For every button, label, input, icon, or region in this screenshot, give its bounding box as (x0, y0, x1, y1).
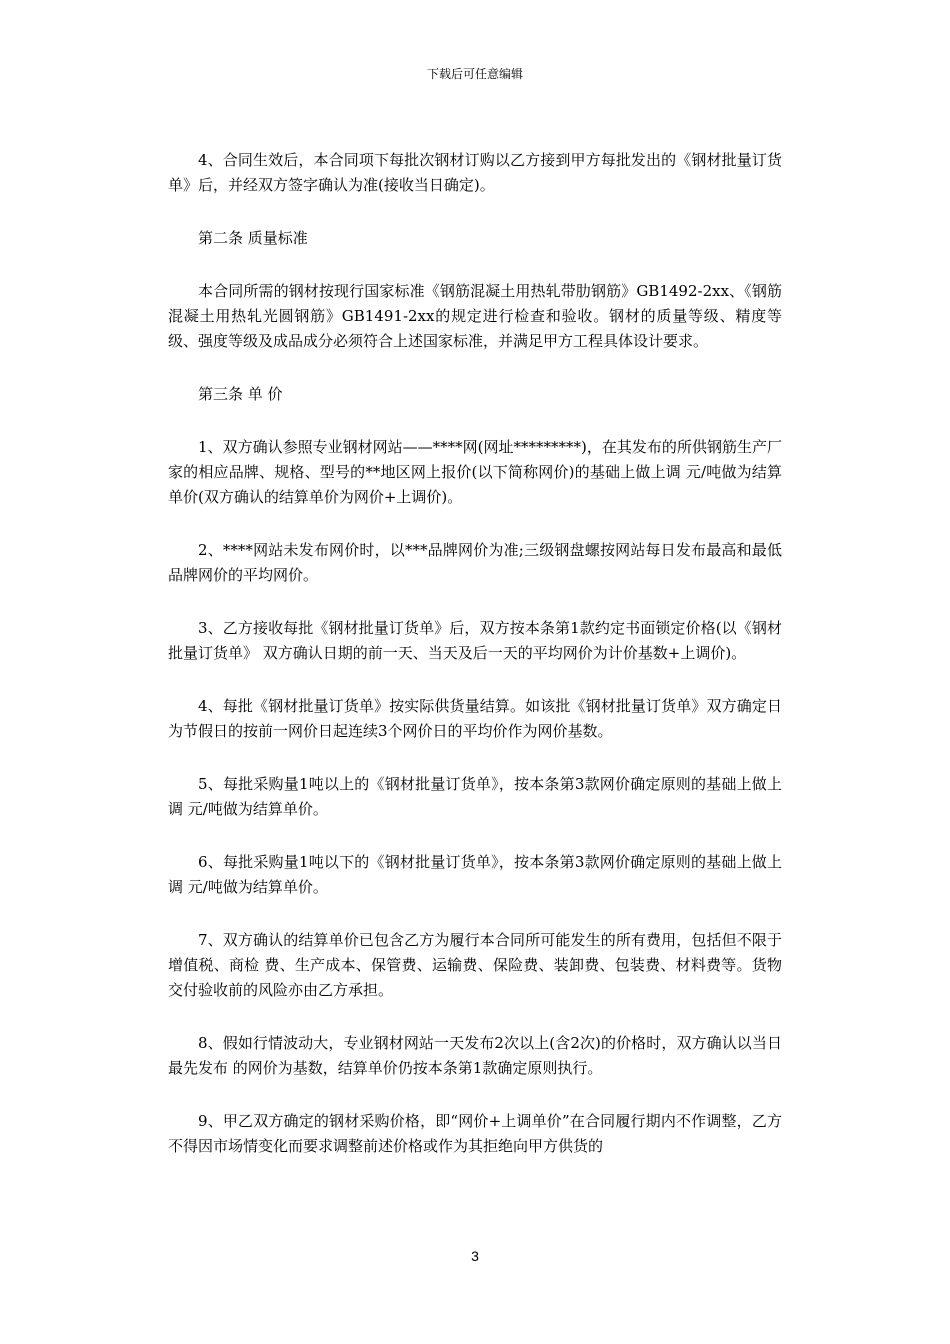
paragraph-price-1: 1、双方确认参照专业钢材网站——****网(网址*********)，在其发布的所供钢筋生产厂家的相应品牌、规格、型号的**地区网上报价(以下简称网价)的基础上做上调 元/吨做为结算单价(双方确认的结算单价为网价+上调价)。 (168, 438, 782, 506)
paragraph-quality-standard: 本合同所需的钢材按现行国家标准《钢筋混凝土用热轧带肋钢筋》GB1492-2xx、《钢筋混凝土用热轧光圆钢筋》GB1491-2xx的规定进行检查和验收。钢材的质量等级、精度等级、强度等级及成品成分必须符合上述国家标准，并满足甲方工程具体设计要求。 (168, 282, 782, 350)
section-heading-price: 第三条 单 价 (198, 385, 283, 403)
paragraph-price-9: 9、甲乙双方确定的钢材采购价格，即“网价+上调单价”在合同履行期内不作调整，乙方不得因市场情变化而要求调整前述价格或作为其拒绝向甲方供货的 (168, 1112, 782, 1155)
page-header: 下载后可任意编辑 (426, 67, 523, 81)
paragraph-price-5: 5、每批采购量1吨以上的《钢材批量订货单》，按本条第3款网价确定原则的基础上做上调 元/吨做为结算单价。 (168, 775, 782, 818)
page-number: 3 (471, 1248, 479, 1264)
paragraph-price-4: 4、每批《钢材批量订货单》按实际供货量结算。如该批《钢材批量订货单》双方确定日为节假日的按前一网价日起连续3个网价日的平均价作为网价基数。 (168, 697, 782, 740)
paragraph-price-3: 3、乙方接收每批《钢材批量订货单》后，双方按本条第1款约定书面锁定价格(以《钢材批量订货单》 双方确认日期的前一天、当天及后一天的平均网价为计价基数+上调价)。 (168, 619, 782, 662)
paragraph-clause-4-effective: 4、合同生效后，本合同项下每批次钢材订购以乙方接到甲方每批发出的《钢材批量订货单》后，并经双方签字确认为准(接收当日确定)。 (168, 151, 782, 194)
paragraph-price-2: 2、****网站未发布网价时，以***品牌网价为准;三级钢盘螺按网站每日发布最高和最低品牌网价的平均网价。 (168, 541, 782, 584)
document-body (168, 148, 782, 1187)
section-heading-quality: 第二条 质量标准 (198, 229, 308, 247)
paragraph-price-8: 8、假如行情波动大，专业钢材网站一天发布2次以上(含2次)的价格时，双方确认以当日最先发布 的网价为基数，结算单价仍按本条第1款确定原则执行。 (168, 1034, 782, 1077)
paragraph-price-6: 6、每批采购量1吨以下的《钢材批量订货单》，按本条第3款网价确定原则的基础上做上调 元/吨做为结算单价。 (168, 853, 782, 896)
paragraph-price-7: 7、双方确认的结算单价已包含乙方为履行本合同所可能发生的所有费用，包括但不限于增值税、商检 费、生产成本、保管费、运输费、保险费、装卸费、包装费、材料费等。货物交付验收前的风险亦由乙方承担。 (168, 931, 782, 999)
